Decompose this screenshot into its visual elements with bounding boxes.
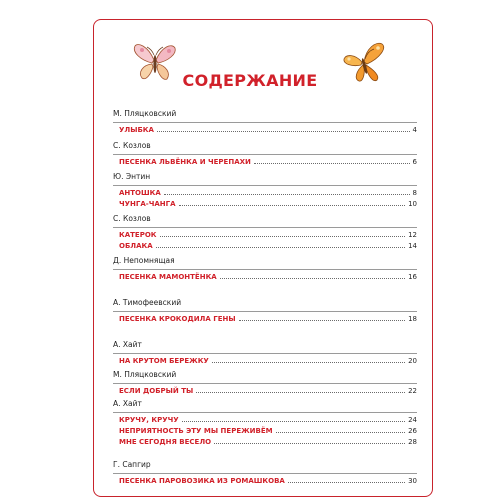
dot-leader: [179, 198, 406, 206]
entry-title: МНЕ СЕГОДНЯ ВЕСЕЛО: [119, 438, 212, 446]
entry-title: ПЕСЕНКА ЛЬВЁНКА И ЧЕРЕПАХИ: [119, 158, 251, 166]
entry-title: ПЕСЕНКА КРОКОДИЛА ГЕНЫ: [119, 315, 236, 323]
dot-leader: [156, 240, 405, 248]
section-divider: [113, 473, 417, 474]
dot-leader: [214, 436, 405, 444]
entry-page-number: 4: [412, 126, 417, 134]
entry-title: ОБЛАКА: [119, 242, 153, 250]
page-title: СОДЕРЖАНИЕ: [182, 71, 318, 90]
entry-page-number: 10: [408, 200, 417, 208]
dot-leader: [288, 475, 405, 483]
section-divider: [113, 383, 417, 384]
entry-page-number: 28: [408, 438, 417, 446]
entry-page-number: 14: [408, 242, 417, 250]
author-name: А. Хайт: [113, 399, 142, 408]
toc-entry: [113, 313, 417, 324]
entry-title: ПЕСЕНКА ПАРОВОЗИКА ИЗ РОМАШКОВА: [119, 477, 285, 485]
author-name: Г. Сапгир: [113, 460, 151, 469]
toc-entry: [113, 187, 417, 198]
toc-section: [113, 297, 417, 324]
entry-page-number: 8: [412, 189, 417, 197]
toc-entry: [113, 414, 417, 425]
entry-title: ПЕСЕНКА МАМОНТЁНКА: [119, 273, 217, 281]
toc-section: [113, 140, 417, 167]
toc-section: [113, 398, 417, 447]
toc-section: [113, 459, 417, 486]
toc-entry: [113, 355, 417, 366]
author-name: Д. Непомнящая: [113, 256, 175, 265]
section-divider: [113, 185, 417, 186]
entry-page-number: 16: [408, 273, 417, 281]
entry-page-number: 12: [408, 231, 417, 239]
toc-entry: [113, 124, 417, 135]
section-divider: [113, 412, 417, 413]
author-name: С. Козлов: [113, 141, 151, 150]
author-name: М. Пляцковский: [113, 370, 177, 379]
entry-title: АНТОШКА: [119, 189, 161, 197]
section-divider: [113, 311, 417, 312]
entry-page-number: 22: [408, 387, 417, 395]
dot-leader: [164, 187, 410, 195]
entry-title: НЕПРИЯТНОСТЬ ЭТУ МЫ ПЕРЕЖИВЁМ: [119, 427, 273, 435]
entry-page-number: 20: [408, 357, 417, 365]
dot-leader: [182, 414, 405, 422]
entry-title: ЕСЛИ ДОБРЫЙ ТЫ: [119, 387, 194, 395]
section-divider: [113, 269, 417, 270]
entry-title: УЛЫБКА: [119, 126, 154, 134]
section-divider: [113, 122, 417, 123]
author-name: А. Хайт: [113, 340, 142, 349]
toc-entry: [113, 229, 417, 240]
section-divider: [113, 353, 417, 354]
entry-title: ЧУНГА-ЧАНГА: [119, 200, 176, 208]
toc-section: [113, 369, 417, 396]
entry-page-number: 26: [408, 427, 417, 435]
dot-leader: [276, 425, 405, 433]
toc-entry: [113, 425, 417, 436]
dot-leader: [157, 124, 410, 132]
toc-section: [113, 108, 417, 135]
author-name: М. Пляцковский: [113, 109, 177, 118]
dot-leader: [220, 271, 405, 279]
author-name: А. Тимофеевский: [113, 298, 182, 307]
toc-entry: [113, 198, 417, 209]
toc-section: [113, 255, 417, 282]
section-divider: [113, 227, 417, 228]
toc-entry: [113, 385, 417, 396]
entry-title: НА КРУТОМ БЕРЕЖКУ: [119, 357, 209, 365]
dot-leader: [254, 156, 410, 164]
section-divider: [113, 154, 417, 155]
toc-entry: [113, 156, 417, 167]
entry-page-number: 30: [408, 477, 417, 485]
dot-leader: [212, 355, 405, 363]
dot-leader: [196, 385, 405, 393]
toc-section: [113, 171, 417, 209]
toc-entry: [113, 475, 417, 486]
author-name: С. Козлов: [113, 214, 151, 223]
entry-page-number: 6: [412, 158, 417, 166]
toc-entry: [113, 436, 417, 447]
entry-page-number: 24: [408, 416, 417, 424]
dot-leader: [160, 229, 406, 237]
toc-section: [113, 213, 417, 251]
author-name: Ю. Энтин: [113, 172, 151, 181]
toc-section: [113, 339, 417, 366]
entry-page-number: 18: [408, 315, 417, 323]
dot-leader: [239, 313, 405, 321]
toc-entry: [113, 271, 417, 282]
entry-title: КАТЕРОК: [119, 231, 157, 239]
toc-entry: [113, 240, 417, 251]
entry-title: КРУЧУ, КРУЧУ: [119, 416, 179, 424]
